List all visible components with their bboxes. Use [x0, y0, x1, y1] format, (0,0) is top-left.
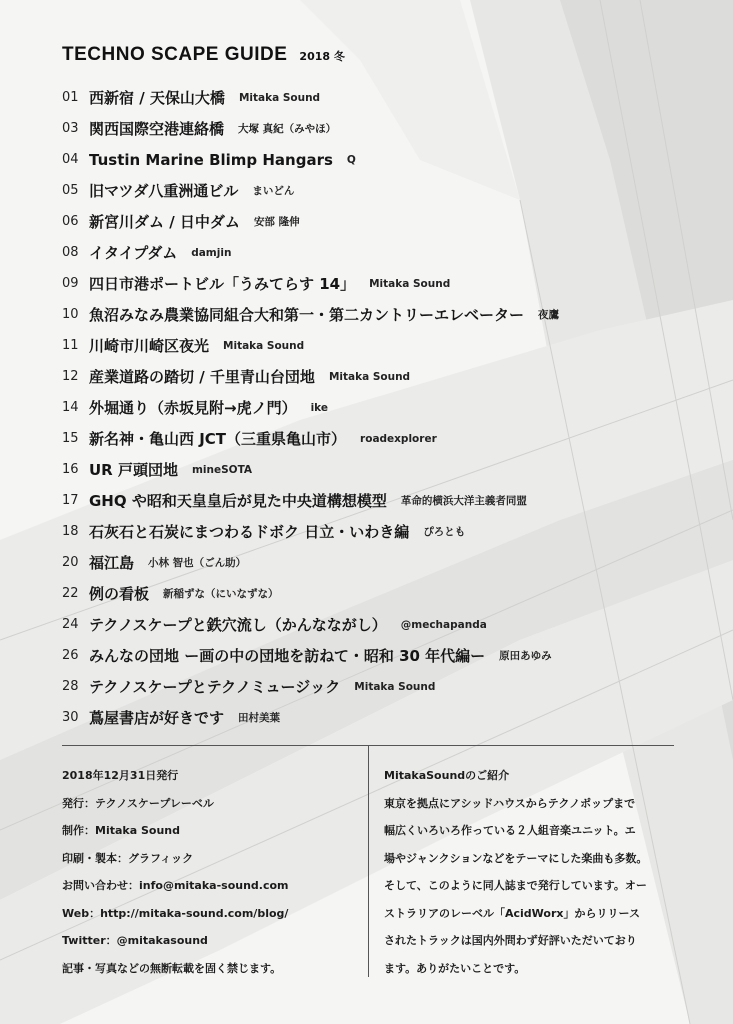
- page-number: 20: [62, 555, 79, 570]
- toc-entry: [62, 206, 702, 237]
- colophon-line: Web：http://mitaka-sound.com/blog/: [62, 906, 289, 920]
- toc-entry: [62, 175, 702, 206]
- toc-entry: [62, 702, 702, 733]
- intro-line: 幅広くいろいろ作っている２人組音楽ユニット。エ: [384, 824, 636, 837]
- article-author: roadexplorer: [360, 432, 437, 445]
- article-title: 四日市港ポートビル「うみてらす 14」: [89, 275, 356, 293]
- toc-entry: [62, 113, 702, 144]
- article-author: ike: [310, 401, 328, 414]
- article-author: Mitaka Sound: [238, 91, 321, 104]
- page-number: 03: [62, 121, 79, 136]
- intro-line: されたトラックは国内外問わず好評いただいており: [384, 934, 637, 947]
- page-number: 18: [62, 524, 79, 539]
- article-title: GHQ や昭和天皇皇后が見た中央道構想模型: [89, 492, 387, 510]
- article-author: 原田あゆみ: [499, 650, 552, 662]
- article-author: 小林 智也（ごん助）: [148, 557, 247, 569]
- article-author: 夜鷹: [538, 309, 560, 321]
- intro-line: ストラリアのレーベル「AcidWorx」からリリース: [384, 906, 640, 920]
- toc-entry: [62, 516, 702, 547]
- article-author: 革命的横浜大洋主義者同盟: [400, 495, 527, 507]
- page-number: 14: [62, 400, 79, 415]
- toc-entry: [62, 609, 702, 640]
- article-title: 蔦屋書店が好きです: [89, 709, 225, 727]
- toc-entry: [62, 671, 702, 702]
- intro-line: 場やジャンクションなどをテーマにした楽曲も多数。: [384, 851, 648, 865]
- page-number: 16: [62, 462, 79, 477]
- table-of-contents: [62, 82, 702, 733]
- article-author: 新稲ずな（にいなずな）: [163, 588, 279, 600]
- article-author: Mitaka Sound: [354, 680, 436, 693]
- article-title: 西新宿 / 天保山大橋: [89, 89, 225, 107]
- toc-entry: [62, 237, 702, 268]
- article-title: 産業道路の踏切 / 千里青山台団地: [89, 368, 315, 386]
- page-number: 28: [62, 679, 79, 694]
- toc-entry: [62, 547, 702, 578]
- article-author: Mitaka Sound: [328, 370, 411, 383]
- toc-entry: [62, 82, 702, 113]
- intro-line: 東京を拠点にアシッドハウスからテクノポップまで: [384, 796, 636, 810]
- colophon-line: 2018年12月31日発行: [62, 769, 179, 782]
- article-author: 大塚 真紀（みやほ）: [238, 123, 337, 135]
- article-author: Mitaka Sound: [223, 339, 305, 352]
- colophon-line: 発行：テクノスケープレーベル: [62, 796, 214, 810]
- article-title: 石灰石と石炭にまつわるドボク 日立・いわき編: [89, 523, 410, 541]
- page-title: TECHNO SCAPE GUIDE: [62, 44, 288, 65]
- toc-entry: [62, 640, 702, 671]
- article-title: みんなの団地 ー画の中の団地を訪ねて・昭和 30 年代編ー: [89, 647, 486, 665]
- colophon-line: 印刷・製本：グラフィック: [62, 851, 194, 865]
- toc-entry: [62, 485, 702, 516]
- issue-season: 2018 冬: [299, 50, 345, 63]
- article-author: @mechapanda: [400, 618, 487, 631]
- article-title: 旧マツダ八重洲通ビル: [89, 182, 239, 200]
- toc-entry: [62, 423, 702, 454]
- page-number: 12: [62, 369, 79, 384]
- toc-entry: [62, 299, 702, 330]
- colophon-line: 記事・写真などの無断転載を固く禁じます。: [62, 961, 282, 975]
- page-number: 15: [62, 431, 79, 446]
- article-author: Q: [346, 153, 356, 166]
- article-title: 外堀通り（赤坂見附→虎ノ門）: [89, 399, 297, 417]
- intro-line: そして、このように同人誌まで発行しています。オー: [384, 879, 647, 892]
- page-number: 09: [62, 276, 79, 291]
- article-author: damjin: [191, 246, 232, 259]
- article-title: 川崎市川崎区夜光: [89, 337, 210, 355]
- article-title: 例の看板: [89, 585, 150, 603]
- page-number: 08: [62, 245, 79, 260]
- colophon-line: お問い合わせ：info@mitaka-sound.com: [62, 879, 289, 892]
- vertical-divider: [368, 745, 369, 977]
- page-number: 11: [62, 338, 79, 353]
- article-author: 田村美葉: [238, 712, 281, 724]
- toc-entry: [62, 454, 702, 485]
- toc-entry: [62, 392, 702, 423]
- artist-introduction: [384, 762, 684, 982]
- article-author: mineSOTA: [191, 463, 253, 476]
- intro-line: ます。ありがたいことです。: [384, 961, 526, 975]
- toc-entry: [62, 268, 702, 299]
- article-author: Mitaka Sound: [369, 277, 451, 290]
- article-title: 福江島: [89, 554, 135, 572]
- article-title: Tustin Marine Blimp Hangars: [89, 150, 333, 169]
- article-author: 安部 隆伸: [253, 216, 300, 228]
- article-title: 魚沼みなみ農業協同組合大和第一・第二カントリーエレベーター: [89, 306, 525, 324]
- article-author: まいどん: [252, 185, 295, 197]
- article-title: テクノスケープと鉄穴流し（かんなながし）: [89, 616, 387, 634]
- page-number: 17: [62, 493, 79, 508]
- article-title: 新宮川ダム / 日中ダム: [89, 213, 240, 231]
- page-number: 26: [62, 648, 79, 663]
- page-number: 01: [62, 90, 79, 105]
- header: [62, 44, 345, 66]
- article-title: イタイプダム: [89, 244, 178, 262]
- article-title: テクノスケープとテクノミュージック: [89, 678, 341, 696]
- colophon-line: 制作：Mitaka Sound: [62, 824, 180, 837]
- toc-entry: [62, 330, 702, 361]
- article-author: ぴろとも: [423, 526, 466, 538]
- page-number: 06: [62, 214, 79, 229]
- colophon: [62, 762, 362, 982]
- page-number: 30: [62, 710, 79, 725]
- page-number: 10: [62, 307, 79, 322]
- toc-entry: [62, 144, 702, 175]
- article-title: 新名神・亀山西 JCT（三重県亀山市）: [89, 430, 347, 448]
- intro-heading: MitakaSoundのご紹介: [384, 769, 510, 782]
- page-number: 22: [62, 586, 79, 601]
- article-title: 関西国際空港連絡橋: [89, 120, 225, 138]
- colophon-line: Twitter：@mitakasound: [62, 934, 208, 947]
- page-number: 05: [62, 183, 79, 198]
- page-number: 24: [62, 617, 79, 632]
- toc-entry: [62, 578, 702, 609]
- article-title: UR 戸頭団地: [89, 461, 178, 479]
- toc-entry: [62, 361, 702, 392]
- page-number: 04: [62, 152, 79, 167]
